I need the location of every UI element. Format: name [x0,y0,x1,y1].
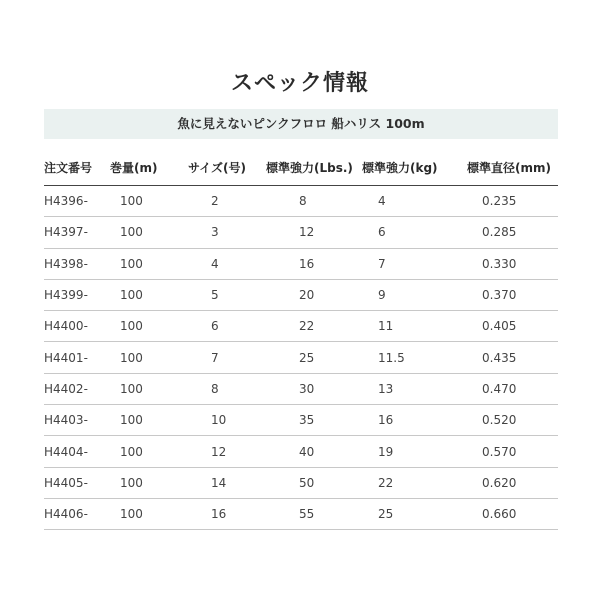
cell-strength-lbs: 40 [258,436,358,467]
cell-strength-kg: 6 [358,217,453,248]
cell-strength-lbs: 16 [258,248,358,279]
cell-strength-lbs: 8 [258,186,358,217]
cell-order-number: H4402- [44,373,108,404]
cell-strength-lbs: 25 [258,342,358,373]
cell-strength-lbs: 50 [258,467,358,498]
header-order-number: 注文番号 [44,150,108,186]
cell-size: 8 [178,373,258,404]
cell-strength-lbs: 20 [258,279,358,310]
cell-diameter: 0.330 [453,248,558,279]
table-row [44,186,558,217]
cell-diameter: 0.620 [453,467,558,498]
table-row [44,373,558,404]
cell-strength-lbs: 22 [258,311,358,342]
cell-order-number: H4399- [44,279,108,310]
cell-order-number: H4396- [44,186,108,217]
cell-strength-kg: 11 [358,311,453,342]
table-row [44,311,558,342]
cell-size: 5 [178,279,258,310]
cell-strength-kg: 9 [358,279,453,310]
cell-length: 100 [108,248,178,279]
cell-order-number: H4400- [44,311,108,342]
header-diameter: 標準直径(mm) [453,150,558,186]
cell-length: 100 [108,342,178,373]
cell-order-number: H4404- [44,436,108,467]
page-title: スペック情報 [230,71,369,96]
header-length: 巻量(m) [108,150,178,186]
cell-order-number: H4398- [44,248,108,279]
cell-size: 10 [178,405,258,436]
cell-order-number: H4397- [44,217,108,248]
cell-diameter: 0.235 [453,186,558,217]
cell-strength-kg: 22 [358,467,453,498]
cell-order-number: H4406- [44,498,108,529]
product-name-banner: 魚に見えないピンクフロロ 船ハリス 100m [44,109,558,139]
cell-diameter: 0.285 [453,217,558,248]
cell-diameter: 0.520 [453,405,558,436]
cell-length: 100 [108,186,178,217]
table-row [44,248,558,279]
cell-size: 14 [178,467,258,498]
table-row [44,405,558,436]
header-strength-kg: 標準強力(kg) [358,150,453,186]
cell-diameter: 0.470 [453,373,558,404]
cell-strength-lbs: 30 [258,373,358,404]
spec-table [44,150,558,530]
table-row [44,279,558,310]
cell-size: 6 [178,311,258,342]
table-row [44,498,558,529]
cell-size: 3 [178,217,258,248]
cell-diameter: 0.370 [453,279,558,310]
cell-diameter: 0.435 [453,342,558,373]
header-size: サイズ(号) [178,150,258,186]
cell-length: 100 [108,311,178,342]
table-row [44,436,558,467]
cell-diameter: 0.660 [453,498,558,529]
cell-strength-lbs: 12 [258,217,358,248]
cell-strength-kg: 13 [358,373,453,404]
cell-strength-kg: 25 [358,498,453,529]
cell-length: 100 [108,436,178,467]
cell-length: 100 [108,279,178,310]
cell-size: 12 [178,436,258,467]
cell-diameter: 0.570 [453,436,558,467]
table-header-row [44,150,558,186]
table-row [44,217,558,248]
cell-size: 2 [178,186,258,217]
cell-order-number: H4401- [44,342,108,373]
cell-length: 100 [108,467,178,498]
cell-strength-kg: 11.5 [358,342,453,373]
cell-length: 100 [108,373,178,404]
table-row [44,467,558,498]
cell-strength-kg: 16 [358,405,453,436]
cell-size: 7 [178,342,258,373]
cell-size: 4 [178,248,258,279]
cell-length: 100 [108,217,178,248]
cell-strength-kg: 19 [358,436,453,467]
cell-order-number: H4403- [44,405,108,436]
cell-strength-kg: 7 [358,248,453,279]
header-strength-lbs: 標準強力(Lbs.) [258,150,358,186]
cell-length: 100 [108,405,178,436]
cell-strength-kg: 4 [358,186,453,217]
cell-strength-lbs: 35 [258,405,358,436]
cell-order-number: H4405- [44,467,108,498]
cell-strength-lbs: 55 [258,498,358,529]
table-row [44,342,558,373]
cell-diameter: 0.405 [453,311,558,342]
cell-length: 100 [108,498,178,529]
cell-size: 16 [178,498,258,529]
